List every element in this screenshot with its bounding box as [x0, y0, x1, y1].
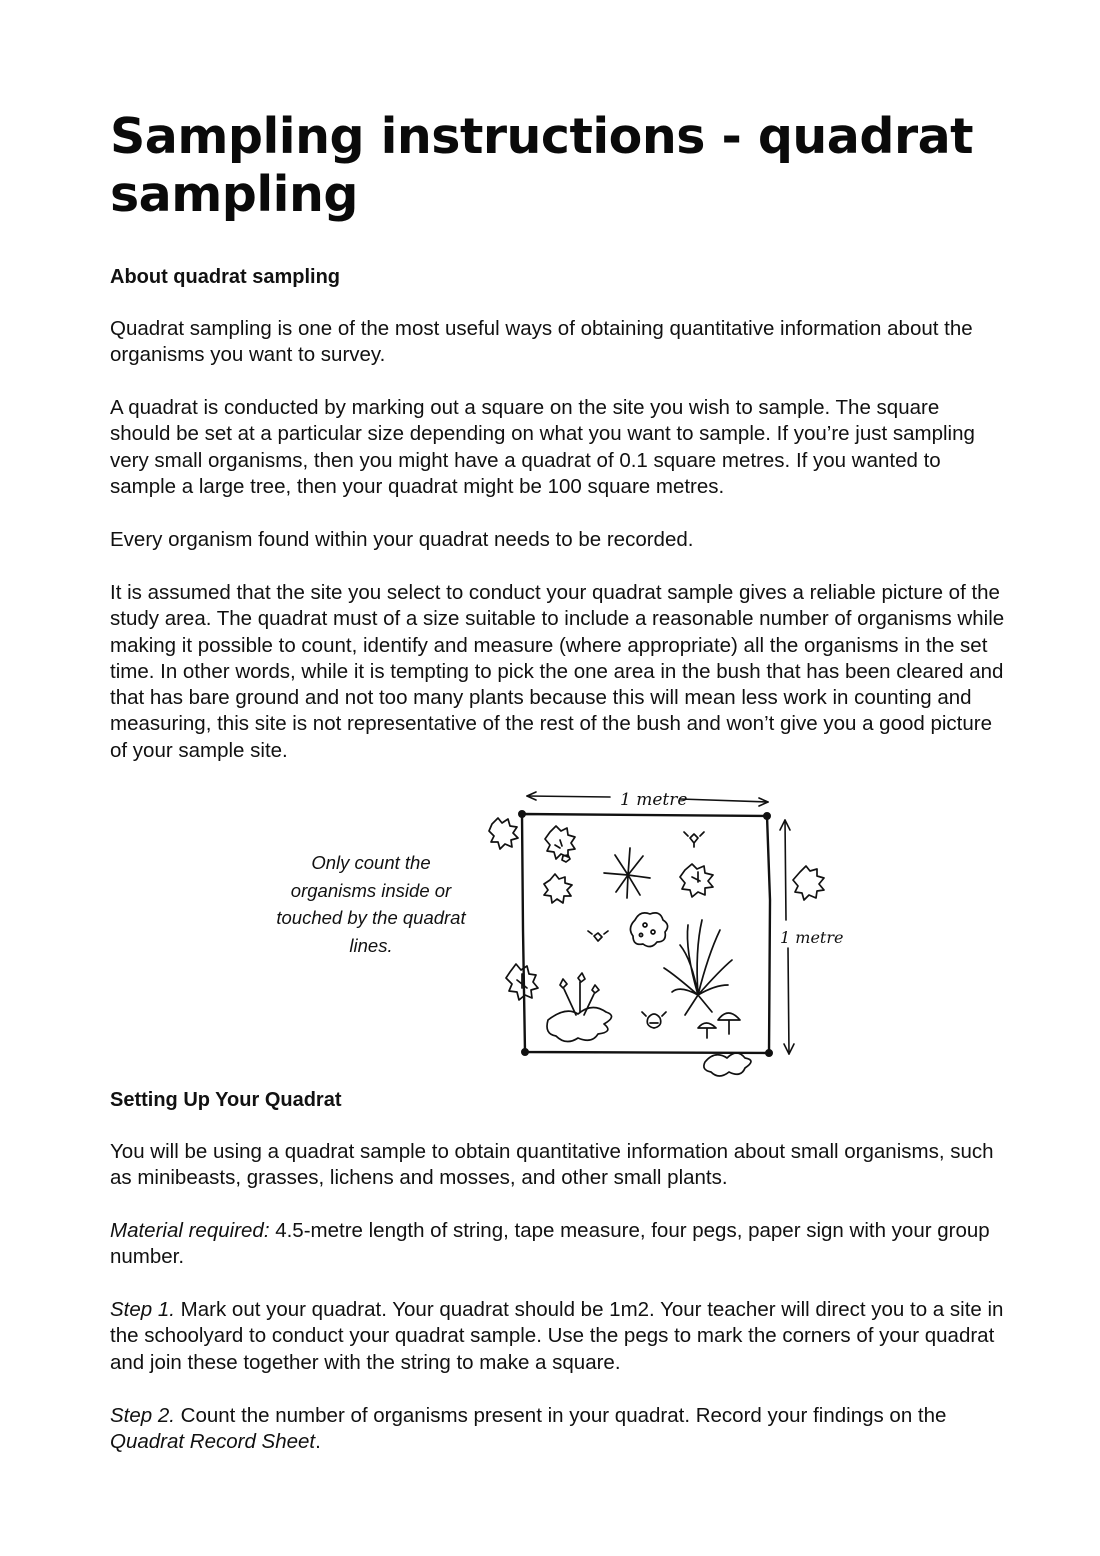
page-title: Sampling instructions - quadrat sampling: [110, 108, 974, 223]
step-2-label: Step 2.: [110, 1404, 175, 1427]
plant-2: [562, 855, 570, 862]
side-metre-label: 1 metre: [780, 928, 844, 947]
plant-3: [680, 864, 713, 897]
flowers: [560, 973, 599, 1015]
paragraph-record-all: Every organism found within your quadrat needs to be recorded.: [110, 528, 694, 551]
materials-text: 4.5-metre length of string, tape measure, four pegs, paper sign with your group number.: [110, 1219, 990, 1269]
paragraph-step-2: [110, 1403, 1005, 1456]
leafy-base: [547, 1007, 612, 1041]
mushrooms: [698, 1013, 740, 1038]
paragraph-step-1: [110, 1297, 1005, 1376]
plant-outside-bottom: [704, 1053, 751, 1076]
plant-4: [544, 874, 572, 903]
paragraph-materials: [110, 1218, 1005, 1271]
step-1-text: Mark out your quadrat. Your quadrat should be 1m2. Your teacher will direct you to a site in the schoolyard to conduct your quadrat sample. Use the pegs to mark the corners of your quadrat and join these together with the string to make a square.: [110, 1298, 1004, 1374]
materials-label: Material required:: [110, 1219, 270, 1242]
quadrat-illustration: [480, 780, 850, 1085]
small-insect: [588, 931, 608, 941]
record-sheet-name: Quadrat Record Sheet: [110, 1430, 316, 1454]
section-heading-about: About quadrat sampling: [110, 266, 340, 288]
beetle: [642, 1012, 666, 1028]
step-1-label: Step 1.: [110, 1298, 175, 1321]
figure-caption: Only count the organisms inside or touched by the quadrat lines.: [276, 852, 466, 956]
grass-clump: [664, 920, 732, 1015]
spiky-plant: [604, 848, 650, 898]
paragraph-site-selection: It is assumed that the site you select to conduct your quadrat sample gives a reliable picture of the study area. The quadrat must of a size suitable to include a reasonable number of organisms while making it possible to count, identify and measure (where appropriate) all the organisms in the set time. In other words, while it is tempting to pick the one area in the bush that has been cleared and that has bare ground and not too many plants because this will mean less work in counting and measuring, this site is not representative of the rest of the bush and won’t give you a good picture of your sample site.: [110, 581, 1005, 762]
blob-plant: [630, 913, 667, 947]
plant-outside-topleft: [489, 818, 518, 849]
paragraph-quadrat-definition: A quadrat is conducted by marking out a square on the site you wish to sample. The square should be set at a particular size depending on what you want to sample. If you’re just sampling very small organisms, then you might have a quadrat of 0.1 square metres. If you wanted to sample a large tree, then your quadrat might be 100 square metres.: [110, 396, 975, 498]
quadrat-frame: [522, 814, 770, 1053]
step-2-text: Count the number of organisms present in your quadrat. Record your findings on the: [174, 1404, 947, 1427]
section-heading-setup: Setting Up Your Quadrat: [110, 1089, 342, 1111]
small-bug: [684, 832, 704, 847]
top-metre-label: 1 metre: [620, 790, 688, 810]
plant-outside-right: [793, 866, 824, 900]
paragraph-intro: Quadrat sampling is one of the most useful ways of obtaining quantitative information about the organisms you want to survey.: [110, 317, 973, 367]
step-2-end: .: [315, 1430, 321, 1454]
paragraph-setup-intro: You will be using a quadrat sample to obtain quantitative information about small organisms, such as minibeasts, grasses, lichens and mosses, and other small plants.: [110, 1140, 994, 1190]
